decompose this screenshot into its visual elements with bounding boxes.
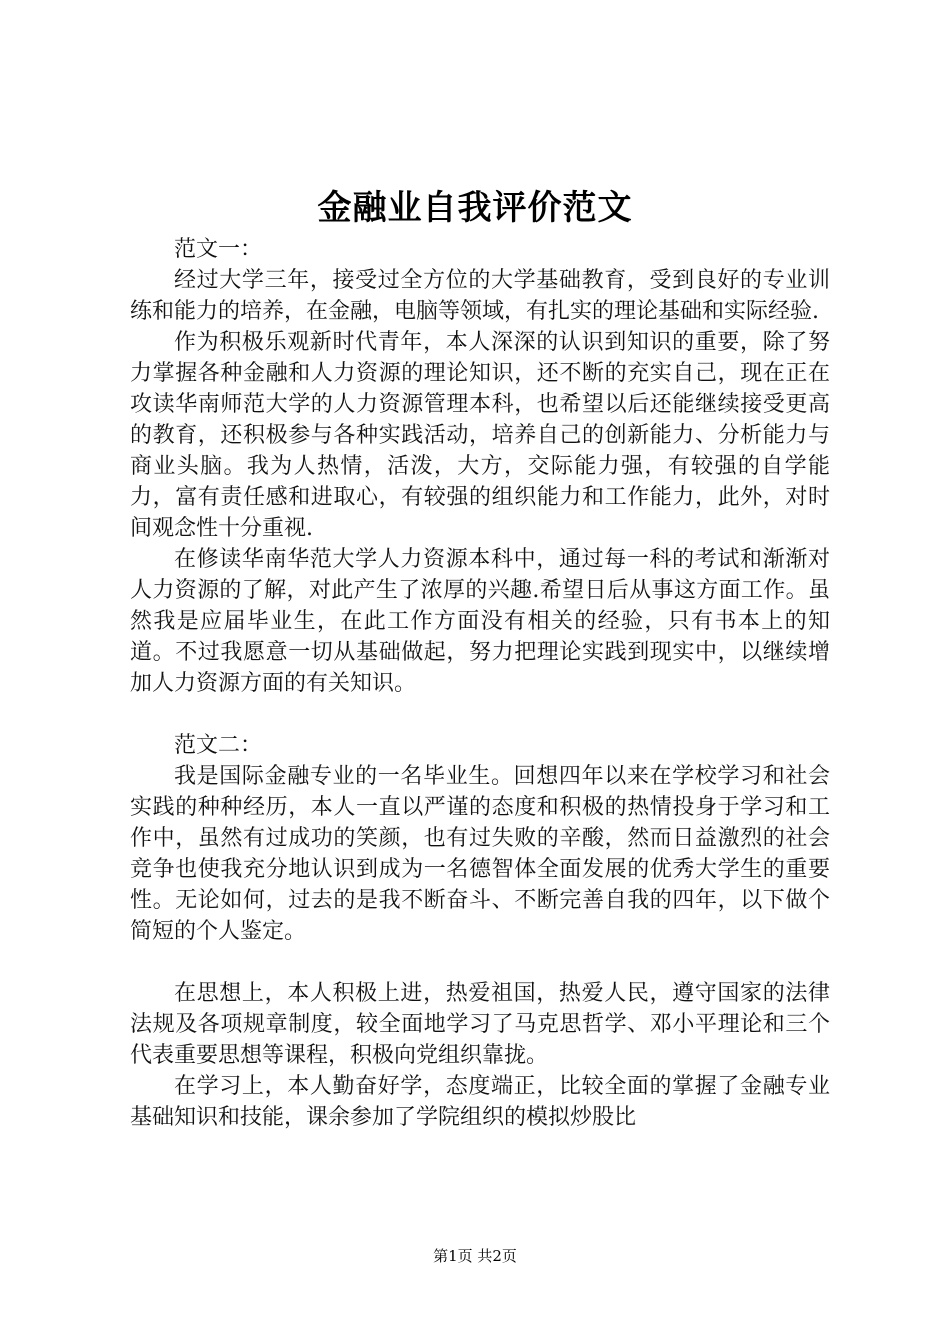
paragraph: 经过大学三年，接受过全方位的大学基础教育，受到良好的专业训练和能力的培养，在金融，电脑等领域，有扎实的理论基础和实际经验. (130, 268, 830, 324)
section-spacer (130, 699, 830, 730)
document-body (130, 234, 830, 1133)
paragraph: 在学习上，本人勤奋好学，态度端正，比较全面的掌握了金融专业基础知识和技能，课余参加了学院组织的模拟炒股比 (130, 1074, 830, 1130)
section-heading-1: 范文一： (174, 237, 263, 262)
paragraph: 在思想上，本人积极上进，热爱祖国，热爱人民，遵守国家的法律法规及各项规章制度，较全面地学习了马克思哲学、邓小平理论和三个代表重要思想等课程，积极向党组织靠拢。 (130, 981, 830, 1068)
paragraph: 在修读华南华范大学人力资源本科中，通过每一科的考试和渐渐对人力资源的了解，对此产生了浓厚的兴趣.希望日后从事这方面工作。虽然我是应届毕业生，在此工作方面没有相关的经验，只有书本上的知道。不过我愿意一切从基础做起，努力把理论实践到现实中，以继续增加人力资源方面的有关知识。 (130, 547, 830, 696)
page-footer: 第1页 共2页 (433, 1247, 517, 1265)
section-heading-2: 范文二： (174, 733, 263, 758)
paragraph: 我是国际金融专业的一名毕业生。回想四年以来在学校学习和社会实践的种种经历，本人一直以严谨的态度和积极的热情投身于学习和工作中，虽然有过成功的笑颜，也有过失败的辛酸，然而日益激烈的社会竞争也使我充分地认识到成为一名德智体全面发展的优秀大学生的重要性。无论如何，过去的是我不断奋斗、不断完善自我的四年，以下做个简短的个人鉴定。 (130, 764, 830, 944)
paragraph: 作为积极乐观新时代青年，本人深深的认识到知识的重要，除了努力掌握各种金融和人力资源的理论知识，还不断的充实自己，现在正在攻读华南师范大学的人力资源管理本科，也希望以后还能继续接受更高的教育，还积极参与各种实践活动，培养自己的创新能力、分析能力与商业头脑。我为人热情，活泼，大方，交际能力强，有较强的自学能力，富有责任感和进取心，有较强的组织能力和工作能力，此外，对时间观念性十分重视. (130, 330, 830, 541)
document-title: 金融业自我评价范文 (317, 188, 633, 228)
paragraph-spacer (130, 947, 830, 978)
